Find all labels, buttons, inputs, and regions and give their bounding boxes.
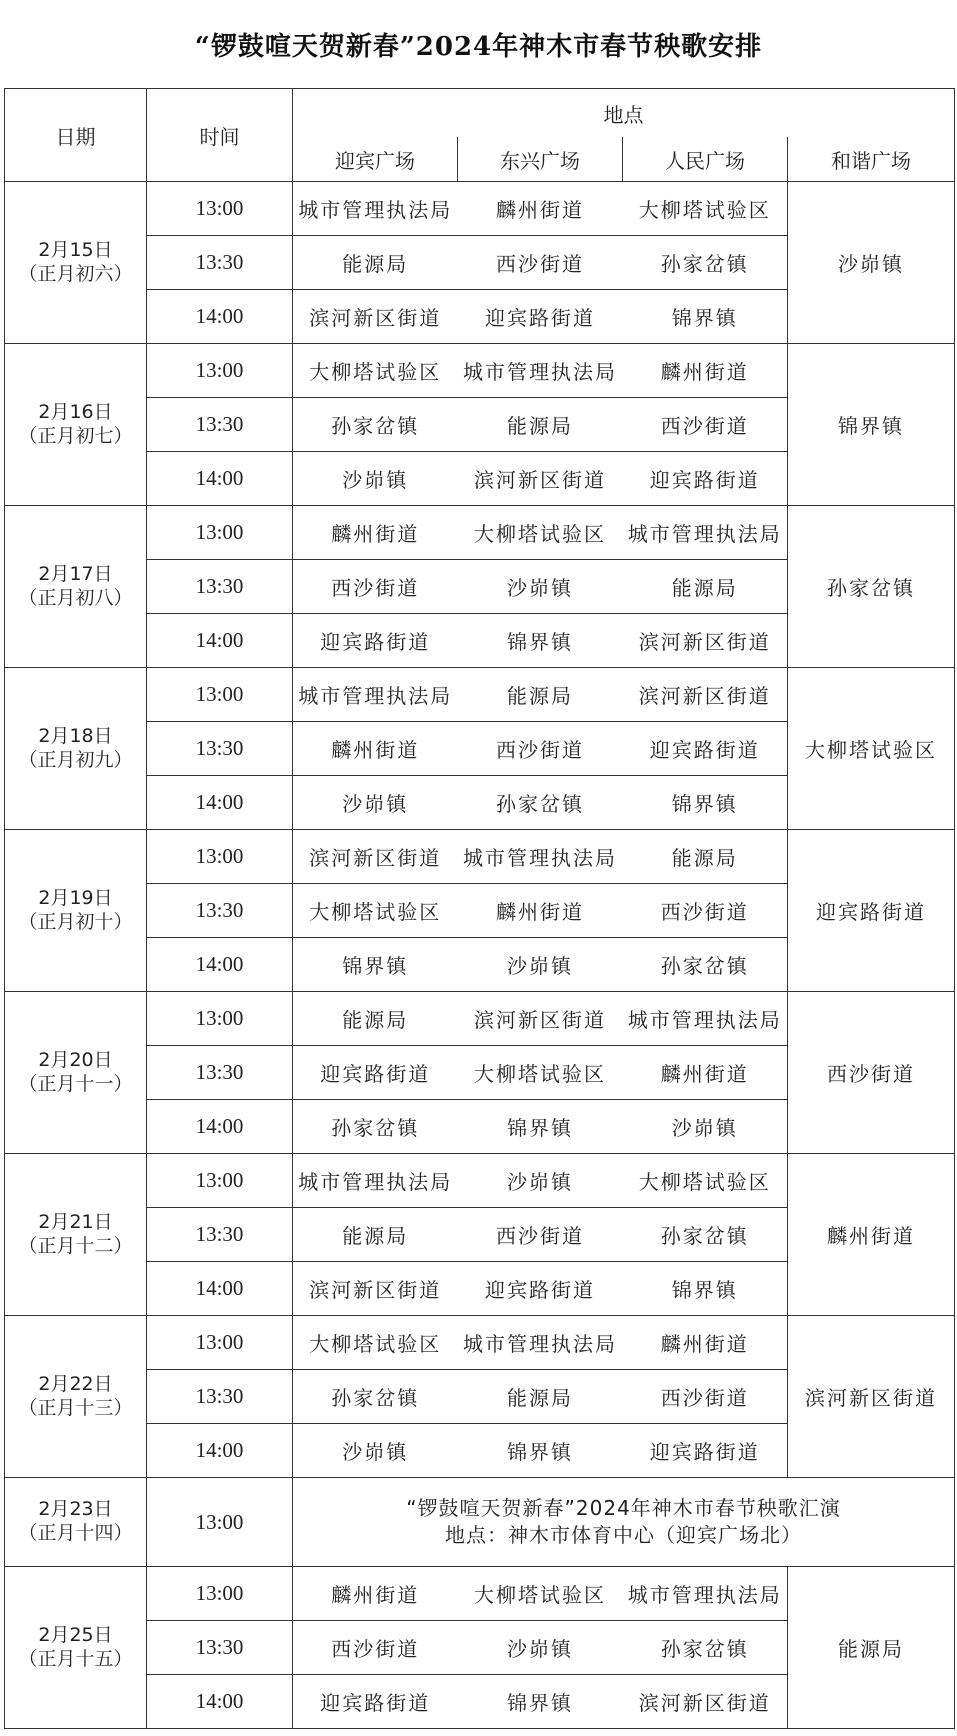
time-cell: 13:00 [147,1154,293,1208]
venue-cell: 能源局 [293,992,458,1046]
date-cell [5,1154,147,1316]
venue-cell: 沙峁镇 [293,1424,458,1478]
time-cell: 14:00 [147,938,293,992]
time-cell: 14:00 [147,452,293,506]
venue-cell: 城市管理执法局 [293,1154,458,1208]
venue-cell: 孙家岔镇 [623,1621,788,1675]
schedule-row [5,182,955,236]
venue-cell: 迎宾路街道 [623,722,788,776]
venue-cell: 城市管理执法局 [458,830,623,884]
hexie-venue-cell: 孙家岔镇 [788,506,955,668]
hexie-venue-cell: 沙峁镇 [788,182,955,344]
venue-cell: 能源局 [293,1208,458,1262]
time-cell: 13:00 [147,182,293,236]
hexie-venue-cell: 西沙街道 [788,992,955,1154]
venue-cell: 麟州街道 [623,344,788,398]
venue-cell: 滨河新区街道 [623,614,788,668]
venue-cell: 孙家岔镇 [623,938,788,992]
date-label: 2月23日 [38,1498,113,1521]
venue-cell: 大柳塔试验区 [623,1154,788,1208]
time-cell: 14:00 [147,1100,293,1154]
venue-cell: 城市管理执法局 [293,668,458,722]
venue-cell: 能源局 [623,560,788,614]
venue-cell: 城市管理执法局 [458,1316,623,1370]
date-cell [5,830,147,992]
header-date: 日期 [5,89,147,182]
venue-cell: 能源局 [458,668,623,722]
time-cell: 13:30 [147,884,293,938]
header-time: 时间 [147,89,293,182]
schedule-body [5,182,955,1729]
venue-cell: 滨河新区街道 [293,830,458,884]
venue-cell: 西沙街道 [458,236,623,290]
time-cell: 14:00 [147,776,293,830]
venue-cell: 锦界镇 [623,290,788,344]
venue-cell: 麟州街道 [293,506,458,560]
date-cell [5,182,147,344]
date-cell [5,668,147,830]
date-cell [5,992,147,1154]
lunar-date-label: （正月十四） [18,1522,133,1544]
venue-cell: 滨河新区街道 [458,452,623,506]
schedule-row [5,668,955,722]
venue-cell: 锦界镇 [458,1100,623,1154]
date-label: 2月22日 [38,1372,113,1395]
venue-cell: 西沙街道 [293,1621,458,1675]
time-cell: 13:30 [147,236,293,290]
venue-cell: 麟州街道 [623,1046,788,1100]
venue-cell: 西沙街道 [623,884,788,938]
venue-cell: 大柳塔试验区 [458,506,623,560]
gala-title: “锣鼓喧天贺新春”2024年神木市春节秧歌汇演 [406,1496,841,1520]
date-cell [5,1478,147,1567]
venue-cell: 锦界镇 [623,1262,788,1316]
schedule-row [5,830,955,884]
venue-cell: 沙峁镇 [458,1621,623,1675]
venue-cell: 锦界镇 [293,938,458,992]
lunar-date-label: （正月十五） [18,1647,133,1670]
time-cell: 13:30 [147,1208,293,1262]
venue-cell: 迎宾路街道 [458,1262,623,1316]
venue-cell: 麟州街道 [293,1567,458,1621]
lunar-date-label: （正月十一） [18,1072,133,1095]
time-cell: 13:30 [147,398,293,452]
lunar-date-label: （正月十二） [18,1234,133,1257]
time-cell: 13:00 [147,830,293,884]
time-cell: 13:00 [147,992,293,1046]
venue-cell: 沙峁镇 [458,560,623,614]
hexie-venue-cell: 锦界镇 [788,344,955,506]
lunar-date-label: （正月初十） [18,910,133,933]
schedule-row [5,506,955,560]
header-venue-renmin: 人民广场 [623,137,788,182]
venue-cell: 孙家岔镇 [623,236,788,290]
date-label: 2月16日 [38,400,113,423]
time-cell: 13:30 [147,722,293,776]
venue-cell: 城市管理执法局 [623,992,788,1046]
venue-cell: 迎宾路街道 [293,1675,458,1729]
lunar-date-label: （正月十三） [18,1396,133,1419]
time-cell: 14:00 [147,1262,293,1316]
schedule-row [5,992,955,1046]
venue-cell: 迎宾路街道 [623,452,788,506]
venue-cell: 麟州街道 [458,884,623,938]
time-cell: 13:00 [147,506,293,560]
time-cell: 13:00 [147,1316,293,1370]
time-cell: 13:30 [147,1621,293,1675]
time-cell: 14:00 [147,1675,293,1729]
page-title: “锣鼓喧天贺新春”2024年神木市春节秧歌安排 [194,31,763,62]
venue-cell: 滨河新区街道 [623,1675,788,1729]
venue-cell: 沙峁镇 [623,1100,788,1154]
schedule-row [5,1316,955,1370]
venue-cell: 城市管理执法局 [458,344,623,398]
venue-cell: 沙峁镇 [458,938,623,992]
venue-cell: 城市管理执法局 [293,182,458,236]
date-label: 2月18日 [38,724,113,747]
venue-cell: 锦界镇 [458,1675,623,1729]
schedule-table [4,88,955,1729]
time-cell: 14:00 [147,290,293,344]
venue-cell: 西沙街道 [623,1370,788,1424]
venue-cell: 孙家岔镇 [293,1370,458,1424]
schedule-row [5,1567,955,1621]
venue-cell: 孙家岔镇 [623,1208,788,1262]
gala-info [293,1478,955,1567]
hexie-venue-cell: 大柳塔试验区 [788,668,955,830]
time-cell: 13:30 [147,1370,293,1424]
lunar-date-label: （正月初六） [18,262,133,285]
venue-cell: 迎宾路街道 [458,290,623,344]
date-cell [5,1316,147,1478]
time-cell: 14:00 [147,1424,293,1478]
venue-cell: 西沙街道 [293,560,458,614]
venue-cell: 大柳塔试验区 [458,1046,623,1100]
header-venue-yingbin: 迎宾广场 [293,137,458,182]
venue-cell: 能源局 [458,1370,623,1424]
time-cell: 13:30 [147,1046,293,1100]
venue-cell: 西沙街道 [623,398,788,452]
venue-cell: 大柳塔试验区 [293,884,458,938]
venue-cell: 迎宾路街道 [623,1424,788,1478]
date-label: 2月15日 [38,238,113,261]
hexie-venue-cell: 滨河新区街道 [788,1316,955,1478]
lunar-date-label: （正月初九） [18,748,133,771]
header-venue-hexie: 和谐广场 [788,137,955,182]
schedule-row [5,1154,955,1208]
lunar-date-label: （正月初七） [18,424,133,447]
date-label: 2月19日 [38,886,113,909]
venue-cell: 孙家岔镇 [293,398,458,452]
venue-cell: 大柳塔试验区 [458,1567,623,1621]
time-cell: 13:00 [147,668,293,722]
schedule-row [5,344,955,398]
gala-row [5,1478,955,1567]
lunar-date-label: （正月初八） [18,586,133,609]
venue-cell: 锦界镇 [623,776,788,830]
date-cell [5,506,147,668]
venue-cell: 能源局 [623,830,788,884]
venue-cell: 麟州街道 [293,722,458,776]
venue-cell: 沙峁镇 [293,776,458,830]
venue-cell: 滨河新区街道 [293,1262,458,1316]
venue-cell: 滨河新区街道 [458,992,623,1046]
venue-cell: 麟州街道 [623,1316,788,1370]
hexie-venue-cell: 迎宾路街道 [788,830,955,992]
venue-cell: 城市管理执法局 [623,506,788,560]
date-label: 2月20日 [38,1048,113,1071]
venue-cell: 迎宾路街道 [293,1046,458,1100]
date-label: 2月17日 [38,562,113,585]
venue-cell: 西沙街道 [458,722,623,776]
header-location: 地点 [293,89,955,138]
venue-cell: 滨河新区街道 [623,668,788,722]
time-cell: 13:30 [147,560,293,614]
venue-cell: 能源局 [293,236,458,290]
time-cell: 13:00 [147,1478,293,1567]
venue-cell: 沙峁镇 [458,1154,623,1208]
time-cell: 14:00 [147,614,293,668]
hexie-venue-cell: 麟州街道 [788,1154,955,1316]
date-cell [5,1567,147,1729]
venue-cell: 锦界镇 [458,614,623,668]
venue-cell: 大柳塔试验区 [623,182,788,236]
venue-cell: 西沙街道 [458,1208,623,1262]
gala-location: 地点：神木市体育中心（迎宾广场北） [445,1523,802,1547]
date-label: 2月21日 [38,1210,113,1233]
date-label: 2月25日 [38,1623,113,1646]
venue-cell: 麟州街道 [458,182,623,236]
venue-cell: 锦界镇 [458,1424,623,1478]
date-cell [5,344,147,506]
venue-cell: 滨河新区街道 [293,290,458,344]
header-venue-dongxing: 东兴广场 [458,137,623,182]
time-cell: 13:00 [147,344,293,398]
venue-cell: 孙家岔镇 [458,776,623,830]
venue-cell: 沙峁镇 [293,452,458,506]
hexie-venue-cell: 能源局 [788,1567,955,1729]
venue-cell: 迎宾路街道 [293,614,458,668]
venue-cell: 大柳塔试验区 [293,344,458,398]
venue-cell: 孙家岔镇 [293,1100,458,1154]
venue-cell: 大柳塔试验区 [293,1316,458,1370]
venue-cell: 能源局 [458,398,623,452]
time-cell: 13:00 [147,1567,293,1621]
venue-cell: 城市管理执法局 [623,1567,788,1621]
